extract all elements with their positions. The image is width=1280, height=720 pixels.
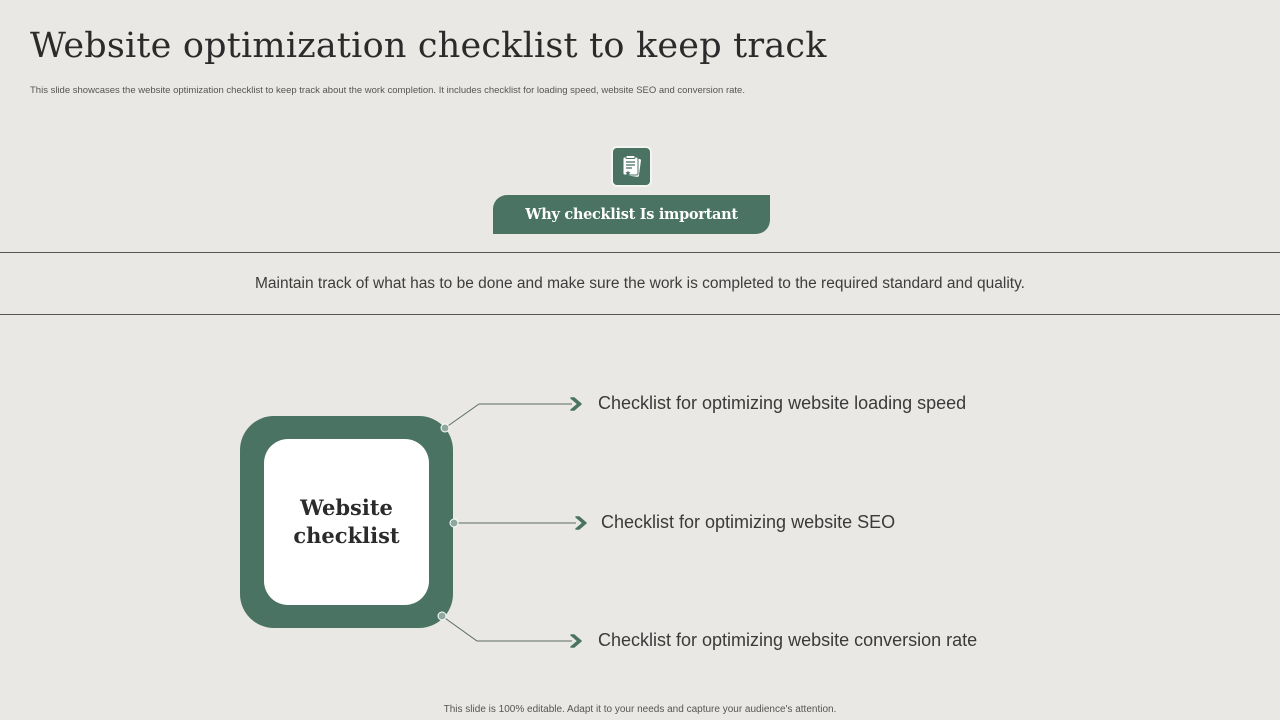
checklist-item-loading-speed: Checklist for optimizing website loading speed — [598, 393, 967, 413]
chevron-right-icon — [571, 635, 581, 647]
website-checklist-label: Website checklist — [293, 495, 400, 548]
connector-2 — [450, 517, 586, 529]
page-title: Website optimization checklist to keep track — [30, 26, 827, 66]
connector-3 — [438, 612, 581, 647]
chevron-right-icon — [571, 398, 581, 410]
description-text: Maintain track of what has to be done and make sure the work is completed to the required standard and quality. — [255, 274, 1025, 292]
why-checklist-tab: Why checklist Is important — [493, 195, 770, 234]
connector-1 — [441, 398, 581, 432]
footer-note: This slide is 100% editable. Adapt it to your needs and capture your audience's attention. — [443, 704, 837, 715]
chevron-right-icon — [576, 517, 586, 529]
page-subtitle: This slide showcases the website optimization checklist to keep track about the work completion. It includes checklist for loading speed, website SEO and conversion rate. — [30, 85, 745, 96]
checklist-item-conversion-rate: Checklist for optimizing website conversion rate — [598, 630, 978, 650]
checklist-item-seo: Checklist for optimizing website SEO — [601, 512, 896, 532]
